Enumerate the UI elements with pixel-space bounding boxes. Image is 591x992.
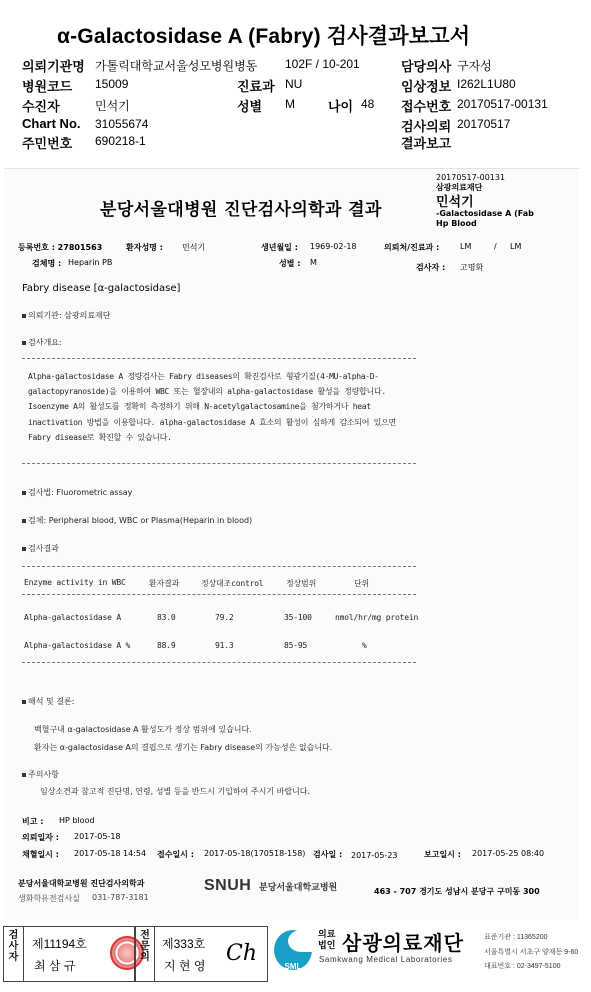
hdr-value-institution: 가톨릭대학교서울성모병원병동 bbox=[95, 59, 258, 73]
scan-report-label: 보고일시 : bbox=[424, 850, 461, 859]
scan-dob-value: 1969-02-18 bbox=[310, 242, 357, 251]
hdr-value-clinical-info: I262L1U80 bbox=[457, 77, 516, 91]
table-row-2-name: Alpha-galactosidase A % bbox=[24, 641, 131, 650]
hdr-value-doctor: 구자성 bbox=[457, 59, 492, 73]
divider bbox=[22, 662, 416, 663]
scan-test-line1: -Galactosidase A (Fab bbox=[436, 209, 534, 218]
contact-line-2: 서울특별시 서초구 양재동 9-60 bbox=[484, 949, 579, 956]
scan-specimen-value: Heparin PB bbox=[68, 258, 113, 267]
hdr-label-department: 진료과 bbox=[237, 79, 275, 94]
hdr-label-report: 결과보고 bbox=[401, 136, 452, 151]
table-header-enzyme: Enzyme activity in WBC bbox=[24, 578, 126, 587]
scan-patient-label: 환자성명 : bbox=[126, 243, 163, 252]
scan-accession: 20170517-00131 bbox=[436, 173, 506, 182]
scan-report-value: 2017-05-25 08:40 bbox=[472, 849, 545, 858]
scan-section-org: 의뢰기관: 삼광의료재단 bbox=[22, 310, 111, 321]
scan-collect-label: 채혈일시 : bbox=[22, 850, 59, 859]
scan-receive-value: 2017-05-18(170518-158) bbox=[204, 849, 306, 858]
table-header-control: 정상대조control bbox=[201, 579, 264, 588]
scan-dept-sep: / bbox=[494, 242, 497, 251]
approver-name: 지 현 영 bbox=[164, 959, 206, 973]
scan-lab-phone: 031-787-3181 bbox=[92, 893, 149, 902]
scanned-result-document bbox=[4, 168, 579, 920]
hdr-value-sex: M bbox=[285, 97, 295, 111]
scan-interpretation-2: 환자는 α-galactosidase A의 결핍으로 생기는 Fabry disease의 가능성은 없습니다. bbox=[34, 743, 333, 752]
hdr-value-resident-no: 690218-1 bbox=[95, 134, 146, 148]
table-row-1-name: Alpha-galactosidase A bbox=[24, 613, 121, 622]
sml-logo-wave bbox=[288, 930, 314, 952]
scan-patient-name: 민석기 bbox=[436, 195, 474, 210]
scan-remark-label: 비고 : bbox=[22, 817, 44, 826]
hdr-label-chart-no: Chart No. bbox=[22, 116, 81, 131]
hdr-label-accession: 접수번호 bbox=[401, 99, 452, 114]
scan-dept-value-1: LM bbox=[460, 242, 472, 251]
snuh-logo-korean: 분당서울대학교병원 bbox=[259, 882, 338, 892]
divider bbox=[22, 463, 416, 464]
brand-name: 삼광의료재단 bbox=[342, 933, 464, 955]
tester-name: 최 삼 규 bbox=[34, 959, 76, 973]
tester-license-no: 제11194호 bbox=[32, 937, 87, 951]
hdr-value-patient: 민석기 bbox=[95, 99, 130, 113]
scan-caution-text: 임상소견과 참고적 진단명, 연령, 성별 등을 반드시 기입하여 주시기 바랍니다. bbox=[40, 787, 311, 796]
divider bbox=[22, 594, 416, 595]
scan-tester-value: 고명화 bbox=[460, 263, 484, 272]
corp-label: 의료 법인 bbox=[318, 929, 336, 950]
scan-sex-value: M bbox=[310, 258, 317, 267]
hdr-label-doctor: 담당의사 bbox=[401, 59, 452, 74]
scan-collect-value: 2017-05-18 14:54 bbox=[74, 849, 147, 858]
scan-overview-text: Alpha-galactosidase A 정량검사는 Fabry diseases의 확진검사로 형광기질(4-MU-alpha-D-galactopyranoside)을 이용하여 WBC 또는 혈장내의 alpha-galactosidase 활성을 정량합니다. Isoenzyme A의 활성도를 정확히 측정하기 위해 N-acetylgalactosamine을 첨가하거나 heat inactivation 방법을 이용합니다. alpha-galactosidase A 효소의 활성이 심하게 감소되어 있으면 Fabry disease로 확진할 수 있습니다. bbox=[28, 372, 396, 442]
scan-tester-label: 검사자 : bbox=[416, 263, 446, 272]
scan-dept-label: 의뢰처/진료과 : bbox=[384, 243, 440, 252]
tester-heading: 검사자 bbox=[4, 927, 24, 981]
contact-line-3: 대표번호 : 02-3497-5100 bbox=[484, 963, 561, 970]
table-header-range: 정상범위 bbox=[286, 579, 317, 588]
scan-lab-sub: 생화학유전검사실 bbox=[18, 894, 80, 903]
scan-section-method: 검사법: Fluorometric assay bbox=[22, 487, 132, 498]
divider bbox=[22, 566, 416, 567]
scan-remark-value: HP blood bbox=[59, 816, 95, 825]
scan-section-specimen: 검체: Peripheral blood, WBC or Plasma(Heparin in blood) bbox=[22, 515, 252, 526]
hdr-value-request-date: 20170517 bbox=[457, 117, 511, 131]
table-header-unit: 단위 bbox=[354, 579, 370, 588]
divider bbox=[22, 358, 416, 359]
scan-section-result: 검사결과 bbox=[22, 543, 59, 554]
table-row-2-control: 91.3 bbox=[215, 641, 234, 650]
table-row-2-patient: 88.9 bbox=[157, 641, 176, 650]
scan-reg-no: 등록번호 : 27801563 bbox=[18, 243, 103, 252]
hdr-value-hospital-code: 15009 bbox=[95, 77, 129, 91]
table-header-patient: 환자결과 bbox=[149, 579, 180, 588]
report-title: α-Galactosidase A (Fabry) 검사결과보고서 bbox=[57, 25, 471, 48]
scan-sex-label: 성별 : bbox=[279, 259, 301, 268]
hdr-label-resident-no: 주민번호 bbox=[22, 136, 73, 151]
contact-line-1: 표준기관 : 11365200 bbox=[484, 934, 548, 941]
scan-test-line2: Hp Blood bbox=[436, 219, 477, 228]
signature: Ch bbox=[226, 941, 258, 966]
scan-test-name: Fabry disease [α-galactosidase] bbox=[22, 283, 181, 294]
table-row-1-range: 35-100 bbox=[284, 613, 312, 622]
scan-test-date-label: 검사일 : bbox=[313, 850, 343, 859]
approver-license-no: 제333호 bbox=[162, 937, 206, 951]
hdr-label-hospital-code: 병원코드 bbox=[22, 79, 73, 94]
scan-dob-label: 생년월일 : bbox=[261, 243, 298, 252]
scan-interpretation-1: 백혈구내 α-galactosidase A 활성도가 정상 범위에 있습니다. bbox=[34, 725, 252, 734]
hdr-label-patient: 수진자 bbox=[22, 99, 60, 114]
hdr-value-age: 48 bbox=[361, 97, 375, 111]
approver-heading: 전문의 bbox=[135, 927, 155, 981]
scan-test-date-value: 2017-05-23 bbox=[351, 851, 398, 860]
hdr-value-chart-no: 31055674 bbox=[95, 117, 149, 131]
table-row-1-patient: 83.0 bbox=[157, 613, 176, 622]
scan-hospital-title: 분당서울대병원 진단검사의학과 결과 bbox=[100, 200, 382, 220]
hdr-label-age: 나이 bbox=[328, 99, 354, 114]
sml-logo-icon: SML bbox=[274, 930, 312, 970]
hdr-label-clinical-info: 임상정보 bbox=[401, 79, 452, 94]
table-row-1-control: 79.2 bbox=[215, 613, 234, 622]
snuh-logo: SNUH bbox=[204, 877, 252, 894]
table-row-1-unit: nmol/hr/mg protein bbox=[335, 613, 419, 622]
scan-request-date-label: 의뢰일자 : bbox=[22, 833, 59, 842]
scan-org: 삼광의료재단 bbox=[436, 183, 483, 192]
scan-request-date-value: 2017-05-18 bbox=[74, 832, 121, 841]
table-row-2-range: 85-95 bbox=[284, 641, 308, 650]
hdr-label-institution: 의뢰기관명 bbox=[22, 59, 85, 74]
hdr-label-sex: 성별 bbox=[237, 99, 263, 114]
scan-receive-label: 접수일시 : bbox=[157, 850, 194, 859]
hdr-label-request-date: 검사의뢰 bbox=[401, 119, 452, 134]
scan-dept-value-2: LM bbox=[510, 242, 522, 251]
scan-section-overview: 검사개요: bbox=[22, 337, 62, 348]
scan-section-interpretation: 해석 및 결론: bbox=[22, 696, 74, 707]
scan-lab-name: 분당서울대학교병원 진단검사의학과 bbox=[18, 879, 145, 888]
signature-box bbox=[3, 926, 268, 982]
hdr-value-accession: 20170517-00131 bbox=[457, 97, 548, 111]
scan-address: 463 - 707 경기도 성남시 분당구 구미동 300 bbox=[374, 887, 540, 896]
hdr-value-department: NU bbox=[285, 77, 303, 91]
scan-section-caution: 주의사항 bbox=[22, 769, 59, 780]
scan-patient-value: 민석기 bbox=[182, 243, 206, 252]
hdr-value-ward: 102F / 10-201 bbox=[285, 57, 360, 71]
scan-specimen-label: 검체명 : bbox=[32, 259, 62, 268]
brand-name-english: Samkwang Medical Laboratories bbox=[319, 955, 453, 964]
table-row-2-unit: % bbox=[362, 641, 367, 650]
